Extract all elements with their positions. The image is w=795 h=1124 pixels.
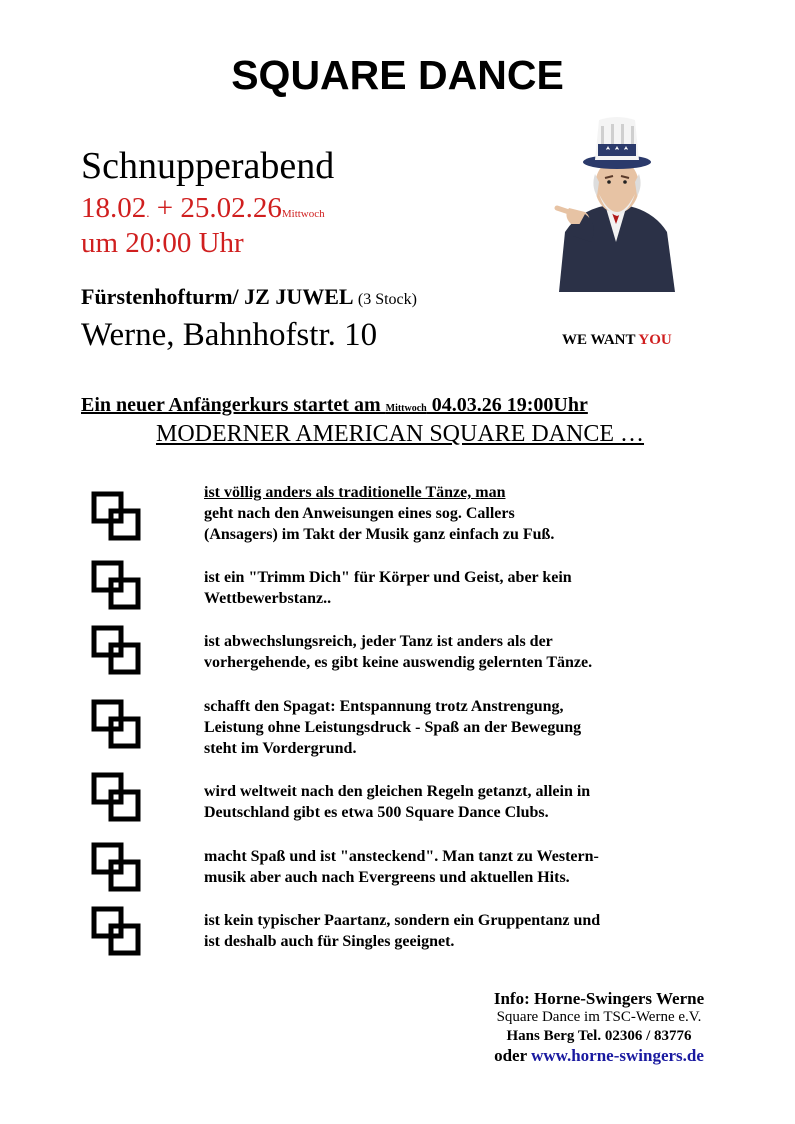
course-weekday: Mittwoch	[385, 403, 427, 414]
contact-phone: Hans Berg Tel. 02306 / 83776	[506, 1028, 692, 1044]
date-first: 18.02	[81, 192, 147, 224]
bullet-6-line-1: macht Spaß und ist "ansteckend". Man tanzt zu Western-	[204, 848, 599, 865]
course-text-after: 04.03.26 19:00Uhr	[426, 394, 588, 416]
venue-name	[81, 284, 417, 310]
bullet-4-line-2: Leistung ohne Leistungsdruck - Spaß an der Bewegung	[204, 719, 582, 736]
interlocked-squares-icon	[91, 625, 141, 675]
interlocked-squares-icon	[91, 560, 141, 610]
bullet-text-1	[204, 482, 684, 545]
bullet-3-line-2: vorhergehende, es gibt keine auswendig gelernten Tänze.	[204, 654, 593, 671]
bullet-5-line-2: Deutschland gibt es etwa 500 Square Dance Clubs.	[204, 804, 549, 821]
bullet-5-line-1: wird weltweit nach den gleichen Regeln getanzt, allein in	[204, 783, 591, 800]
page-title: SQUARE DANCE	[231, 52, 564, 98]
website-link[interactable]: www.horne-swingers.de	[531, 1046, 704, 1065]
bullet-7-line-2: ist deshalb auch für Singles geeignet.	[204, 933, 455, 950]
bullet-text-7	[204, 910, 684, 952]
course-announcement	[81, 394, 588, 417]
interlocked-squares-icon	[91, 772, 141, 822]
contact-web-prefix: oder	[494, 1046, 532, 1065]
bullet-2-line-2: Wettbewerbstanz..	[204, 590, 332, 607]
slogan-prefix: WE WANT	[562, 332, 639, 348]
contact-web	[439, 1046, 759, 1065]
date-weekday: Mittwoch	[281, 208, 325, 220]
bullet-text-4	[204, 696, 684, 759]
bullet-text-2	[204, 567, 684, 609]
interlocked-squares-icon	[91, 699, 141, 749]
interlocked-squares-icon	[91, 842, 141, 892]
interlocked-squares-icon	[91, 491, 141, 541]
date-second: 25.02.26	[180, 192, 282, 224]
bullet-1-line-1: ist völlig anders als traditionelle Tänze, man	[204, 484, 506, 501]
date-first-dot: .	[146, 205, 150, 220]
bullet-text-5	[204, 781, 684, 823]
event-dates	[81, 192, 325, 225]
bullet-1-line-2: geht nach den Anweisungen eines sog. Callers	[204, 505, 515, 522]
bullet-3-line-1: ist abwechslungsreich, jeder Tanz ist anders als der	[204, 633, 553, 650]
slogan	[562, 332, 672, 349]
bullet-6-line-2: musik aber auch nach Evergreens und aktuellen Hits.	[204, 869, 570, 886]
bullet-4-line-1: schafft den Spagat: Entspannung trotz Anstrengung,	[204, 698, 564, 715]
slogan-highlight: YOU	[638, 332, 672, 348]
venue-address: Werne, Bahnhofstr. 10	[81, 317, 378, 353]
venue-floor: (3 Stock)	[357, 291, 417, 308]
bullet-text-6	[204, 846, 684, 888]
contact-club: Info: Horne-Swingers Werne	[493, 989, 705, 1008]
course-subtitle: MODERNER AMERICAN SQUARE DANCE …	[155, 421, 645, 447]
bullet-1-line-3: (Ansagers) im Takt der Musik ganz einfach zu Fuß.	[204, 526, 555, 543]
bullet-4-line-3: steht im Vordergrund.	[204, 740, 357, 757]
bullet-7-line-1: ist kein typischer Paartanz, sondern ein Gruppentanz und	[204, 912, 601, 929]
date-separator: +	[149, 192, 181, 224]
bullet-2-line-1: ist ein "Trimm Dich" für Körper und Geist, aber kein	[204, 569, 572, 586]
interlocked-squares-icon	[91, 906, 141, 956]
venue-name-text: Fürstenhofturm/ JZ JUWEL	[81, 284, 353, 309]
contact-info	[439, 989, 759, 1065]
uncle-sam-illustration	[551, 112, 681, 292]
course-text-before: Ein neuer Anfängerkurs startet am	[81, 394, 386, 416]
bullet-text-3	[204, 631, 684, 673]
event-time: um 20:00 Uhr	[81, 227, 244, 259]
event-heading: Schnupperabend	[81, 145, 335, 187]
contact-org: Square Dance im TSC-Werne e.V.	[496, 1009, 702, 1025]
